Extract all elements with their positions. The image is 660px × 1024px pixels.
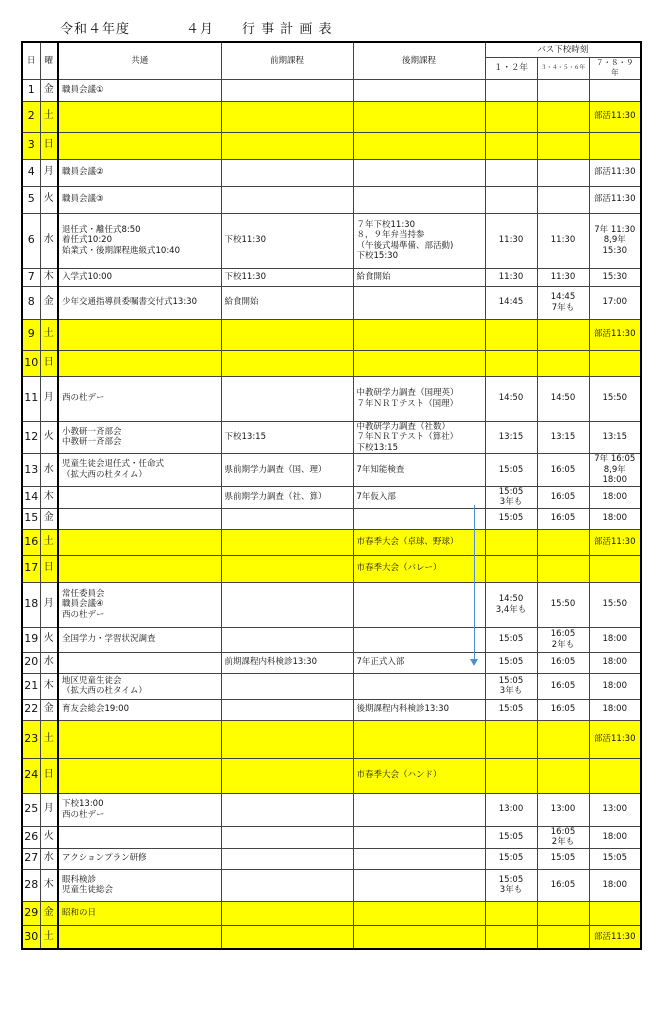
kouki-cell [353, 826, 485, 848]
bus-12-cell [485, 529, 537, 555]
common-cell [58, 925, 221, 949]
bus-3456-cell [537, 159, 589, 186]
bus-12-cell [485, 925, 537, 949]
bus-789-cell: 18:00 [589, 486, 641, 508]
bus-3456-cell: 16:05 [537, 486, 589, 508]
day-cell: 30 [22, 925, 40, 949]
weekday-cell: 火 [40, 186, 58, 213]
zenki-cell [221, 925, 353, 949]
bus-789-cell: 部活11:30 [589, 186, 641, 213]
kouki-cell [353, 319, 485, 350]
bus-12-cell [485, 555, 537, 582]
bus-3456-cell [537, 758, 589, 793]
day-cell: 13 [22, 454, 40, 487]
weekday-cell: 木 [40, 268, 58, 286]
zenki-cell [221, 673, 353, 699]
weekday-cell: 土 [40, 720, 58, 758]
kouki-cell [353, 582, 485, 627]
kouki-cell [353, 848, 485, 869]
weekday-cell: 火 [40, 421, 58, 454]
day-cell: 6 [22, 213, 40, 268]
bus-12-cell: 13:15 [485, 421, 537, 454]
bus-3456-cell: 14:45 7年も [537, 286, 589, 319]
bus-12-cell [485, 350, 537, 376]
bus-3456-cell: 13:15 [537, 421, 589, 454]
kouki-cell [353, 101, 485, 132]
day-cell: 29 [22, 901, 40, 925]
zenki-cell [221, 758, 353, 793]
bus-3456-cell: 16:05 [537, 454, 589, 487]
table-row [22, 186, 641, 213]
day-cell: 10 [22, 350, 40, 376]
kouki-cell [353, 186, 485, 213]
bus-12-cell [485, 758, 537, 793]
bus-789-cell: 18:00 [589, 826, 641, 848]
table-row [22, 848, 641, 869]
bus-789-cell [589, 132, 641, 159]
bus-12-cell: 15:05 3年も [485, 673, 537, 699]
common-cell [58, 319, 221, 350]
zenki-cell: 県前期学力調査（国、理） [221, 454, 353, 487]
table-row [22, 159, 641, 186]
table-row [22, 869, 641, 901]
zenki-cell [221, 159, 353, 186]
bus-789-cell: 7年 11:30 8,9年15:30 [589, 213, 641, 268]
bus-12-cell: 15:05 [485, 826, 537, 848]
common-cell: 退任式・離任式8:50 着任式10:20 始業式・後期課程進級式10:40 [58, 213, 221, 268]
common-cell: 小教研一斉部会 中教研一斉部会 [58, 421, 221, 454]
weekday-cell: 水 [40, 652, 58, 673]
bus-12-cell [485, 159, 537, 186]
zenki-cell [221, 720, 353, 758]
table-row [22, 268, 641, 286]
day-cell: 11 [22, 376, 40, 421]
bus-3456-cell [537, 529, 589, 555]
header-bus-3456: ３・４・５・６年 [537, 57, 589, 79]
bus-12-cell: 14:45 [485, 286, 537, 319]
common-cell [58, 486, 221, 508]
table-row [22, 673, 641, 699]
bus-12-cell: 14:50 [485, 376, 537, 421]
header-kouki: 後期課程 [353, 42, 485, 79]
zenki-cell [221, 793, 353, 826]
zenki-cell [221, 529, 353, 555]
bus-789-cell: 部活11:30 [589, 101, 641, 132]
zenki-cell [221, 376, 353, 421]
bus-12-cell: 15:05 3年も [485, 486, 537, 508]
bus-3456-cell: 16:05 2年も [537, 826, 589, 848]
common-cell: 入学式10:00 [58, 268, 221, 286]
weekday-cell: 日 [40, 350, 58, 376]
kouki-cell: 市春季大会（卓球、野球） [353, 529, 485, 555]
schedule-table [21, 41, 642, 950]
bus-789-cell: 18:00 [589, 627, 641, 652]
zenki-cell [221, 508, 353, 529]
weekday-cell: 月 [40, 159, 58, 186]
day-cell: 1 [22, 79, 40, 101]
common-cell: 育友会総会19:00 [58, 699, 221, 720]
day-cell: 15 [22, 508, 40, 529]
bus-3456-cell: 11:30 [537, 213, 589, 268]
bus-12-cell: 14:50 3,4年も [485, 582, 537, 627]
weekday-cell: 水 [40, 454, 58, 487]
zenki-cell [221, 848, 353, 869]
day-cell: 12 [22, 421, 40, 454]
weekday-cell: 水 [40, 848, 58, 869]
kouki-cell: 7年仮入部 [353, 486, 485, 508]
table-row [22, 529, 641, 555]
bus-12-cell [485, 132, 537, 159]
common-cell [58, 132, 221, 159]
bus-12-cell [485, 720, 537, 758]
bus-3456-cell [537, 350, 589, 376]
continuation-arrow [474, 505, 475, 661]
common-cell: 職員会議② [58, 159, 221, 186]
zenki-cell [221, 79, 353, 101]
weekday-cell: 土 [40, 925, 58, 949]
common-cell [58, 555, 221, 582]
zenki-cell [221, 132, 353, 159]
common-cell [58, 758, 221, 793]
common-cell: 地区児童生徒会 （拡大西の杜タイム） [58, 673, 221, 699]
weekday-cell: 金 [40, 699, 58, 720]
common-cell [58, 529, 221, 555]
zenki-cell [221, 350, 353, 376]
bus-3456-cell [537, 79, 589, 101]
header-day: 日 [22, 42, 40, 79]
bus-789-cell: 15:05 [589, 848, 641, 869]
kouki-cell [353, 508, 485, 529]
zenki-cell: 前期課程内科検診13:30 [221, 652, 353, 673]
weekday-cell: 月 [40, 376, 58, 421]
bus-789-cell: 18:00 [589, 508, 641, 529]
bus-789-cell: 13:15 [589, 421, 641, 454]
bus-3456-cell: 16:05 [537, 673, 589, 699]
zenki-cell: 給食開始 [221, 286, 353, 319]
kouki-cell: 中教研学力調査（社数） ７年ＮＲＴテスト（算社） 下校13:15 [353, 421, 485, 454]
kouki-cell: 市春季大会（ハンド） [353, 758, 485, 793]
bus-789-cell: 部活11:30 [589, 925, 641, 949]
day-cell: 2 [22, 101, 40, 132]
kouki-cell [353, 925, 485, 949]
common-cell: 眼科検診 児童生徒総会 [58, 869, 221, 901]
day-cell: 23 [22, 720, 40, 758]
bus-12-cell [485, 901, 537, 925]
kouki-cell: 中教研学力調査（国理英） ７年ＮＲＴテスト（国理） [353, 376, 485, 421]
table-row [22, 925, 641, 949]
day-cell: 28 [22, 869, 40, 901]
common-cell: 昭和の日 [58, 901, 221, 925]
bus-789-cell: 17:00 [589, 286, 641, 319]
zenki-cell [221, 826, 353, 848]
common-cell [58, 101, 221, 132]
bus-3456-cell: 15:05 [537, 848, 589, 869]
bus-789-cell: 部活11:30 [589, 720, 641, 758]
bus-789-cell: 15:50 [589, 376, 641, 421]
bus-12-cell: 15:05 [485, 627, 537, 652]
bus-12-cell: 15:05 [485, 848, 537, 869]
common-cell: 少年交通指導員委嘱書交付式13:30 [58, 286, 221, 319]
kouki-cell [353, 79, 485, 101]
zenki-cell: 下校11:30 [221, 268, 353, 286]
page-title: 令和４年度 ４月 行 事 計 画 表 [60, 22, 333, 37]
bus-3456-cell: 13:00 [537, 793, 589, 826]
continuation-arrowhead [470, 659, 478, 666]
bus-789-cell [589, 350, 641, 376]
table-row [22, 582, 641, 627]
bus-3456-cell [537, 132, 589, 159]
bus-3456-cell [537, 186, 589, 213]
day-cell: 27 [22, 848, 40, 869]
kouki-cell [353, 673, 485, 699]
zenki-cell [221, 582, 353, 627]
bus-789-cell: 18:00 [589, 699, 641, 720]
bus-3456-cell [537, 925, 589, 949]
day-cell: 5 [22, 186, 40, 213]
zenki-cell [221, 186, 353, 213]
bus-3456-cell: 16:05 [537, 508, 589, 529]
common-cell [58, 826, 221, 848]
bus-3456-cell: 16:05 2年も [537, 627, 589, 652]
header-bus: バス下校時刻 [485, 42, 641, 57]
zenki-cell [221, 319, 353, 350]
weekday-cell: 水 [40, 213, 58, 268]
bus-789-cell: 18:00 [589, 652, 641, 673]
day-cell: 18 [22, 582, 40, 627]
weekday-cell: 木 [40, 869, 58, 901]
kouki-cell [353, 159, 485, 186]
bus-789-cell: 部活11:30 [589, 159, 641, 186]
table-row [22, 793, 641, 826]
table-row [22, 213, 641, 268]
day-cell: 26 [22, 826, 40, 848]
kouki-cell: 市春季大会（バレー） [353, 555, 485, 582]
kouki-cell [353, 869, 485, 901]
kouki-cell: ７年下校11:30 ８，９年弁当持参 （午後式場準備、部活動) 下校15:30 [353, 213, 485, 268]
table-row [22, 652, 641, 673]
bus-789-cell: 7年 16:05 8,9年18:00 [589, 454, 641, 487]
table-row [22, 486, 641, 508]
bus-3456-cell: 14:50 [537, 376, 589, 421]
bus-789-cell [589, 758, 641, 793]
weekday-cell: 金 [40, 508, 58, 529]
zenki-cell [221, 901, 353, 925]
bus-789-cell: 18:00 [589, 673, 641, 699]
header-bus-12: １・２年 [485, 57, 537, 79]
bus-789-cell: 15:50 [589, 582, 641, 627]
day-cell: 14 [22, 486, 40, 508]
bus-789-cell: 部活11:30 [589, 529, 641, 555]
weekday-cell: 金 [40, 901, 58, 925]
common-cell [58, 720, 221, 758]
kouki-cell [353, 286, 485, 319]
weekday-cell: 日 [40, 555, 58, 582]
bus-3456-cell [537, 720, 589, 758]
bus-3456-cell: 11:30 [537, 268, 589, 286]
bus-12-cell: 15:05 [485, 508, 537, 529]
bus-3456-cell [537, 555, 589, 582]
weekday-cell: 日 [40, 758, 58, 793]
bus-3456-cell: 16:05 [537, 869, 589, 901]
day-cell: 4 [22, 159, 40, 186]
table-row [22, 319, 641, 350]
bus-3456-cell: 15:50 [537, 582, 589, 627]
kouki-cell: 給食開始 [353, 268, 485, 286]
weekday-cell: 木 [40, 486, 58, 508]
table-row [22, 826, 641, 848]
weekday-cell: 火 [40, 627, 58, 652]
zenki-cell: 下校11:30 [221, 213, 353, 268]
bus-789-cell [589, 901, 641, 925]
common-cell: 児童生徒会退任式・任命式 （拡大西の杜タイム） [58, 454, 221, 487]
table-row [22, 508, 641, 529]
common-cell: アクションプラン研修 [58, 848, 221, 869]
bus-789-cell: 15:30 [589, 268, 641, 286]
common-cell [58, 350, 221, 376]
header-zenki: 前期課程 [221, 42, 353, 79]
common-cell: 下校13:00 西の杜デー [58, 793, 221, 826]
weekday-cell: 月 [40, 793, 58, 826]
zenki-cell [221, 869, 353, 901]
table-row [22, 901, 641, 925]
day-cell: 21 [22, 673, 40, 699]
kouki-cell: 7年正式入部 [353, 652, 485, 673]
table-row [22, 132, 641, 159]
weekday-cell: 木 [40, 673, 58, 699]
bus-3456-cell [537, 319, 589, 350]
bus-789-cell [589, 555, 641, 582]
day-cell: 7 [22, 268, 40, 286]
weekday-cell: 月 [40, 582, 58, 627]
day-cell: 20 [22, 652, 40, 673]
common-cell [58, 508, 221, 529]
table-row [22, 101, 641, 132]
kouki-cell [353, 720, 485, 758]
header-bus-789: ７・８・９年 [589, 57, 641, 79]
table-row [22, 555, 641, 582]
weekday-cell: 日 [40, 132, 58, 159]
common-cell: 西の杜デー [58, 376, 221, 421]
day-cell: 17 [22, 555, 40, 582]
bus-12-cell [485, 186, 537, 213]
bus-12-cell: 11:30 [485, 213, 537, 268]
kouki-cell: 7年知能検査 [353, 454, 485, 487]
kouki-cell [353, 793, 485, 826]
bus-12-cell: 13:00 [485, 793, 537, 826]
common-cell [58, 652, 221, 673]
day-cell: 16 [22, 529, 40, 555]
table-row [22, 699, 641, 720]
weekday-cell: 土 [40, 319, 58, 350]
bus-3456-cell: 16:05 [537, 652, 589, 673]
day-cell: 9 [22, 319, 40, 350]
bus-789-cell: 部活11:30 [589, 319, 641, 350]
bus-12-cell: 11:30 [485, 268, 537, 286]
header-common: 共通 [58, 42, 221, 79]
weekday-cell: 火 [40, 826, 58, 848]
bus-12-cell [485, 319, 537, 350]
bus-789-cell [589, 79, 641, 101]
bus-3456-cell: 16:05 [537, 699, 589, 720]
bus-12-cell: 15:05 [485, 454, 537, 487]
bus-3456-cell [537, 101, 589, 132]
bus-789-cell: 18:00 [589, 869, 641, 901]
kouki-cell [353, 350, 485, 376]
zenki-cell [221, 699, 353, 720]
bus-12-cell: 15:05 3年も [485, 869, 537, 901]
day-cell: 19 [22, 627, 40, 652]
common-cell: 職員会議③ [58, 186, 221, 213]
zenki-cell [221, 627, 353, 652]
table-row [22, 350, 641, 376]
bus-3456-cell [537, 901, 589, 925]
kouki-cell [353, 627, 485, 652]
day-cell: 22 [22, 699, 40, 720]
table-row [22, 627, 641, 652]
table-row [22, 421, 641, 454]
table-row [22, 454, 641, 487]
bus-12-cell [485, 79, 537, 101]
weekday-cell: 土 [40, 101, 58, 132]
weekday-cell: 土 [40, 529, 58, 555]
zenki-cell [221, 555, 353, 582]
table-row [22, 79, 641, 101]
bus-789-cell: 13:00 [589, 793, 641, 826]
day-cell: 8 [22, 286, 40, 319]
weekday-cell: 金 [40, 79, 58, 101]
table-row [22, 376, 641, 421]
table-row [22, 758, 641, 793]
kouki-cell [353, 901, 485, 925]
bus-12-cell: 15:05 [485, 652, 537, 673]
day-cell: 3 [22, 132, 40, 159]
common-cell: 全国学力・学習状況調査 [58, 627, 221, 652]
zenki-cell [221, 101, 353, 132]
header-dow: 曜 [40, 42, 58, 79]
table-row [22, 286, 641, 319]
bus-12-cell: 15:05 [485, 699, 537, 720]
table-row [22, 720, 641, 758]
day-cell: 25 [22, 793, 40, 826]
kouki-cell [353, 132, 485, 159]
zenki-cell: 県前期学力調査（社、算） [221, 486, 353, 508]
zenki-cell: 下校13:15 [221, 421, 353, 454]
weekday-cell: 金 [40, 286, 58, 319]
kouki-cell: 後期課程内科検診13:30 [353, 699, 485, 720]
day-cell: 24 [22, 758, 40, 793]
common-cell: 職員会議① [58, 79, 221, 101]
common-cell: 常任委員会 職員会議④ 西の杜デー [58, 582, 221, 627]
bus-12-cell [485, 101, 537, 132]
